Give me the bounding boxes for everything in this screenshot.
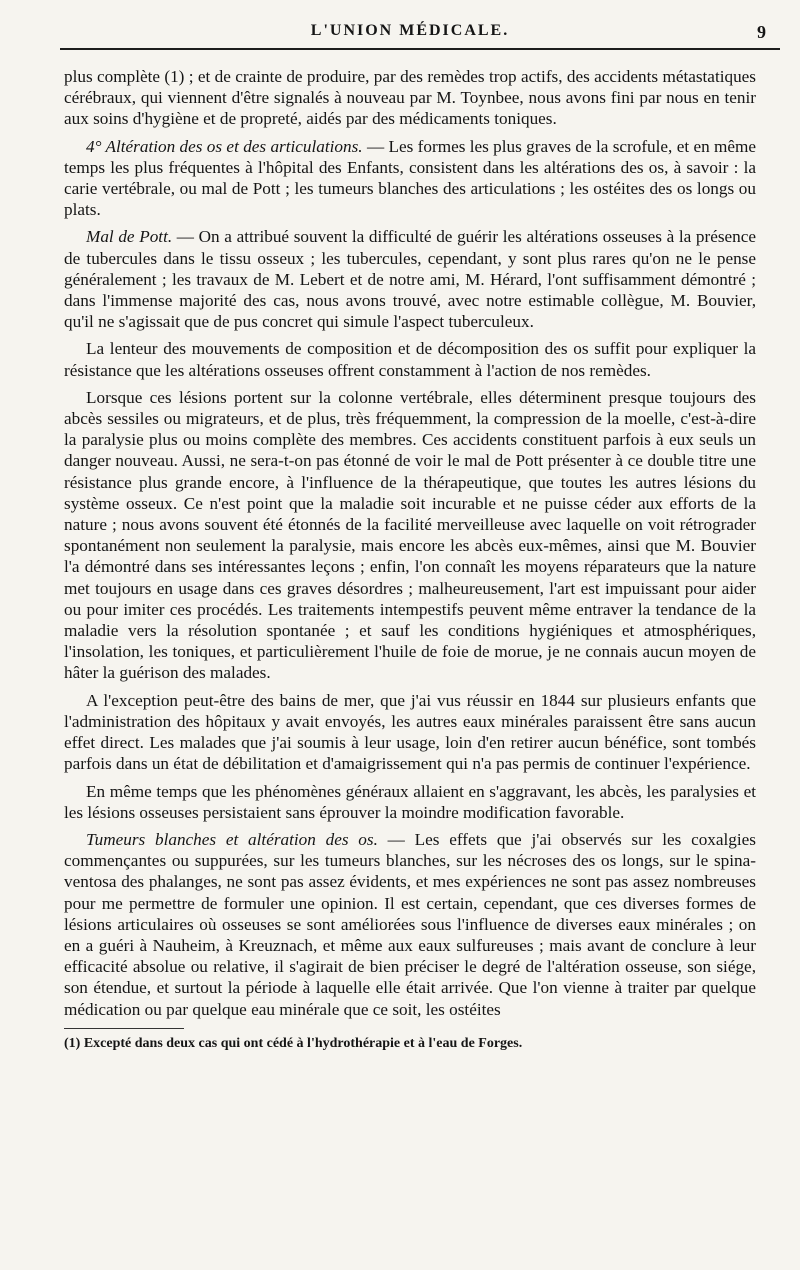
paragraph-heading: 4° Altération des os et des articulations.: [86, 136, 363, 156]
running-title: L'UNION MÉDICALE.: [310, 22, 510, 39]
page-number: 9: [757, 22, 766, 42]
body-text: [64, 66, 756, 1053]
paragraph: [64, 781, 756, 823]
paragraph: [64, 226, 756, 332]
paragraph-text: A l'exception peut-être des bains de mer, que j'ai vus réussir en 1844 sur plusieurs enfants que l'administration des hôpitaux y avait envoyés, les autres eaux minérales paraissent être sans aucun effet direct. Les malades que j'ai soumis à leur usage, loin d'en retirer aucun bénéfice, sont tombés parfois dans un état de débilitation et d'amaigrissement qui n'a pas permis de continuer l'expérience.: [64, 690, 756, 774]
paragraph-heading: Tumeurs blanches et altération des os.: [86, 829, 378, 849]
paragraph: [64, 829, 756, 1020]
header-rule: [60, 48, 780, 50]
paragraph-text: En même temps que les phénomènes généraux allaient en s'aggravant, les abcès, les paralysies et les lésions osseuses persistaient sans éprouver la moindre modification favorable.: [64, 781, 756, 822]
paragraph: [64, 66, 756, 130]
paragraph-text: Lorsque ces lésions portent sur la colonne vertébrale, elles déterminent presque toujours des abcès sessiles ou migrateurs, et de plus, très fréquemment, la compression de la moelle, c'est-à-dire la paralysie plus ou moins complète des membres. Ces accidents constituent parfois à eux seuls un danger nouveau. Aussi, ne sera-t-on pas étonné de voir le mal de Pott présenter à ce double titre une résistance plus grande encore, à l'influence de la thérapeutique, que toutes les autres lésions du système osseux. Ce n'est point que la maladie soit incurable et ne puisse céder aux efforts de la nature ; nous avons souvent été étonnés de la facilité merveilleuse avec laquelle on voit rétrograder spontanément non seulement la paralysie, mais encore les abcès eux-mêmes, ainsi que M. Bouvier l'a démontré dans ses intéressantes leçons ; enfin, l'on connaît les moyens réparateurs que la nature met toujours en usage dans ces graves désordres ; malheureusement, l'art est impuissant pour aider ou pour imiter ces procédés. Les traitements intempestifs peuvent même entraver la tendance de la maladie vers la résolution spontanée ; et sauf les conditions hygiéniques et atmosphériques, l'insolation, les toniques, et particulièrement l'huile de foie de morue, je ne connais aucun moyen de hâter la guérison des malades.: [64, 387, 756, 683]
paragraph-text: plus complète (1) ; et de crainte de produire, par des remèdes trop actifs, des accidents métastatiques cérébraux, qui viennent d'être signalés à nouveau par M. Toynbee, nous avons fini par nous en tenir aux soins d'hygiène et de propreté, aidés par des médicaments toniques.: [64, 67, 756, 129]
paragraph-text: La lenteur des mouvements de composition et de décomposition des os suffit pour expliquer la résistance que les altérations osseuses offrent constamment à l'action de nos remèdes.: [64, 339, 756, 380]
paragraph: [64, 690, 756, 775]
paragraph: [64, 338, 756, 380]
footnote-rule: [64, 1028, 184, 1029]
paragraph: [64, 387, 756, 684]
paragraph-text: — On a attribué souvent la difficulté de guérir les altérations osseuses à la présence de tubercules dans le tissu osseux ; les tubercules, cependant, y sont plus rares qu'on ne le pense généralement ; les travaux de M. Lebert et de notre ami, M. Hérard, l'ont suffisamment démontré ; dans l'immense majorité des cas, nous avons trouvé, avec notre estimable collègue, M. Bouvier, qu'il ne s'agissait que de pus concret qui simule l'aspect tuberculeux.: [64, 227, 757, 332]
page-header: [64, 0, 766, 48]
paragraph-heading: Mal de Pott.: [86, 227, 173, 247]
paragraph-text: — Les effets que j'ai observés sur les coxalgies commençantes ou suppurées, sur les tumeurs blanches, sur les nécroses des os longs, sur le spina-ventosa des phalanges, ne sont pas assez évidents, et mes expériences ne sont pas assez nombreuses pour me permettre de formuler une opinion. Il est certain, cependant, que ces diverses formes de lésions articulaires où osseuses se sont améliorées sous l'influence de diverses eaux minérales ; on en a guéri à Nauheim, à Kreuznach, et même aux eaux sulfureuses ; mais avant de conclure à leur efficacité absolue ou relative, il s'agirait de bien préciser le degré de l'altération osseuse, son siége, son étendue, et surtout la période à laquelle elle était arrivée. Que l'on vienne à traiter par quelque médication ou par quelque eau minérale que ce soit, les ostéites: [64, 829, 756, 1019]
paragraph-text: — Les formes les plus graves de la scrofule, et en même temps les plus fréquentes à l'hôpital des Enfants, consistent dans les altérations des os, à savoir : la carie vertébrale, ou mal de Pott ; les tumeurs blanches des articulations ; les ostéites des os longs ou plats.: [64, 136, 757, 220]
paragraph: [64, 136, 756, 221]
footnote: (1) Excepté dans deux cas qui ont cédé à l'hydrothérapie et à l'eau de Forges.: [64, 1035, 523, 1051]
